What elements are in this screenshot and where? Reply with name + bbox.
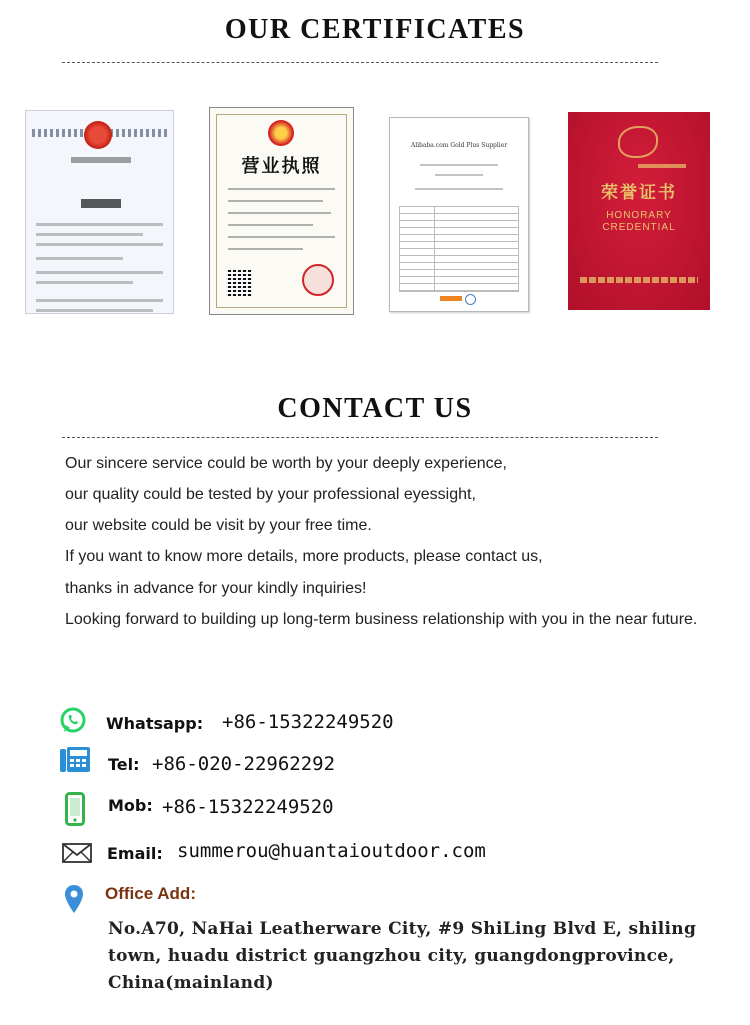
business-license-image xyxy=(209,107,354,315)
tel-label: Tel: xyxy=(108,755,140,774)
email-label: Email: xyxy=(107,844,163,863)
whatsapp-number[interactable]: +86-15322249520 xyxy=(222,711,394,733)
trademark-certificate-image xyxy=(25,110,174,314)
phone-icon xyxy=(59,743,91,773)
brand-logo xyxy=(81,199,121,208)
mobile-icon xyxy=(65,792,85,826)
contact-divider xyxy=(62,437,658,438)
tel-number[interactable]: +86-020-22962292 xyxy=(152,753,336,775)
whatsapp-label: Whatsapp: xyxy=(106,714,204,733)
contact-text-line: thanks in advance for your kindly inquiries! xyxy=(65,580,367,597)
report-heading: Alibaba.com Gold Plus Supplier xyxy=(410,142,508,149)
office-address: No.A70, NaHai Leatherware City, #9 ShiLing Blvd E, shiling town, huadu district guangzhou city, guangdongprovince, China(mainland) xyxy=(108,919,697,993)
contact-text-line: Our sincere service could be worth by your deeply experience, xyxy=(65,455,507,472)
contact-text-line: our quality could be tested by your professional eyessight, xyxy=(65,486,476,503)
contact-text-line: If you want to know more details, more products, please contact us, xyxy=(65,548,543,565)
contact-text-line: our website could be visit by your free time. xyxy=(65,517,372,534)
national-emblem-icon xyxy=(268,120,294,146)
certificates-divider xyxy=(62,62,658,63)
honorary-heading-cn: 荣誉证书 xyxy=(601,183,677,203)
certificate-heading xyxy=(71,157,131,163)
mob-label: Mob: xyxy=(108,796,153,815)
report-table xyxy=(399,206,519,292)
contact-text-line: Looking forward to building up long-term business relationship with you in the near future. xyxy=(65,611,698,628)
mob-number[interactable]: +86-15322249520 xyxy=(162,796,334,818)
alibaba-report-image xyxy=(389,117,529,312)
red-seal-icon xyxy=(302,264,334,296)
business-license-heading: 营业执照 xyxy=(241,156,322,177)
email-address[interactable]: summerou@huantaioutdoor.com xyxy=(177,840,486,862)
location-pin-icon xyxy=(64,884,84,914)
whatsapp-icon xyxy=(59,706,87,734)
envelope-icon xyxy=(62,843,92,863)
contact-title: CONTACT US xyxy=(277,393,473,424)
issuer-line xyxy=(580,277,698,283)
calligraphy-logo-icon xyxy=(618,126,658,158)
badge-icon xyxy=(465,294,476,305)
office-label: Office Add: xyxy=(105,884,196,903)
national-emblem-icon xyxy=(84,121,112,149)
certificates-title: OUR CERTIFICATES xyxy=(224,14,526,45)
honorary-heading-en: HONORARY CREDENTIAL xyxy=(602,210,676,233)
alibaba-logo-icon xyxy=(440,296,462,301)
honorary-credential-image xyxy=(568,112,710,310)
